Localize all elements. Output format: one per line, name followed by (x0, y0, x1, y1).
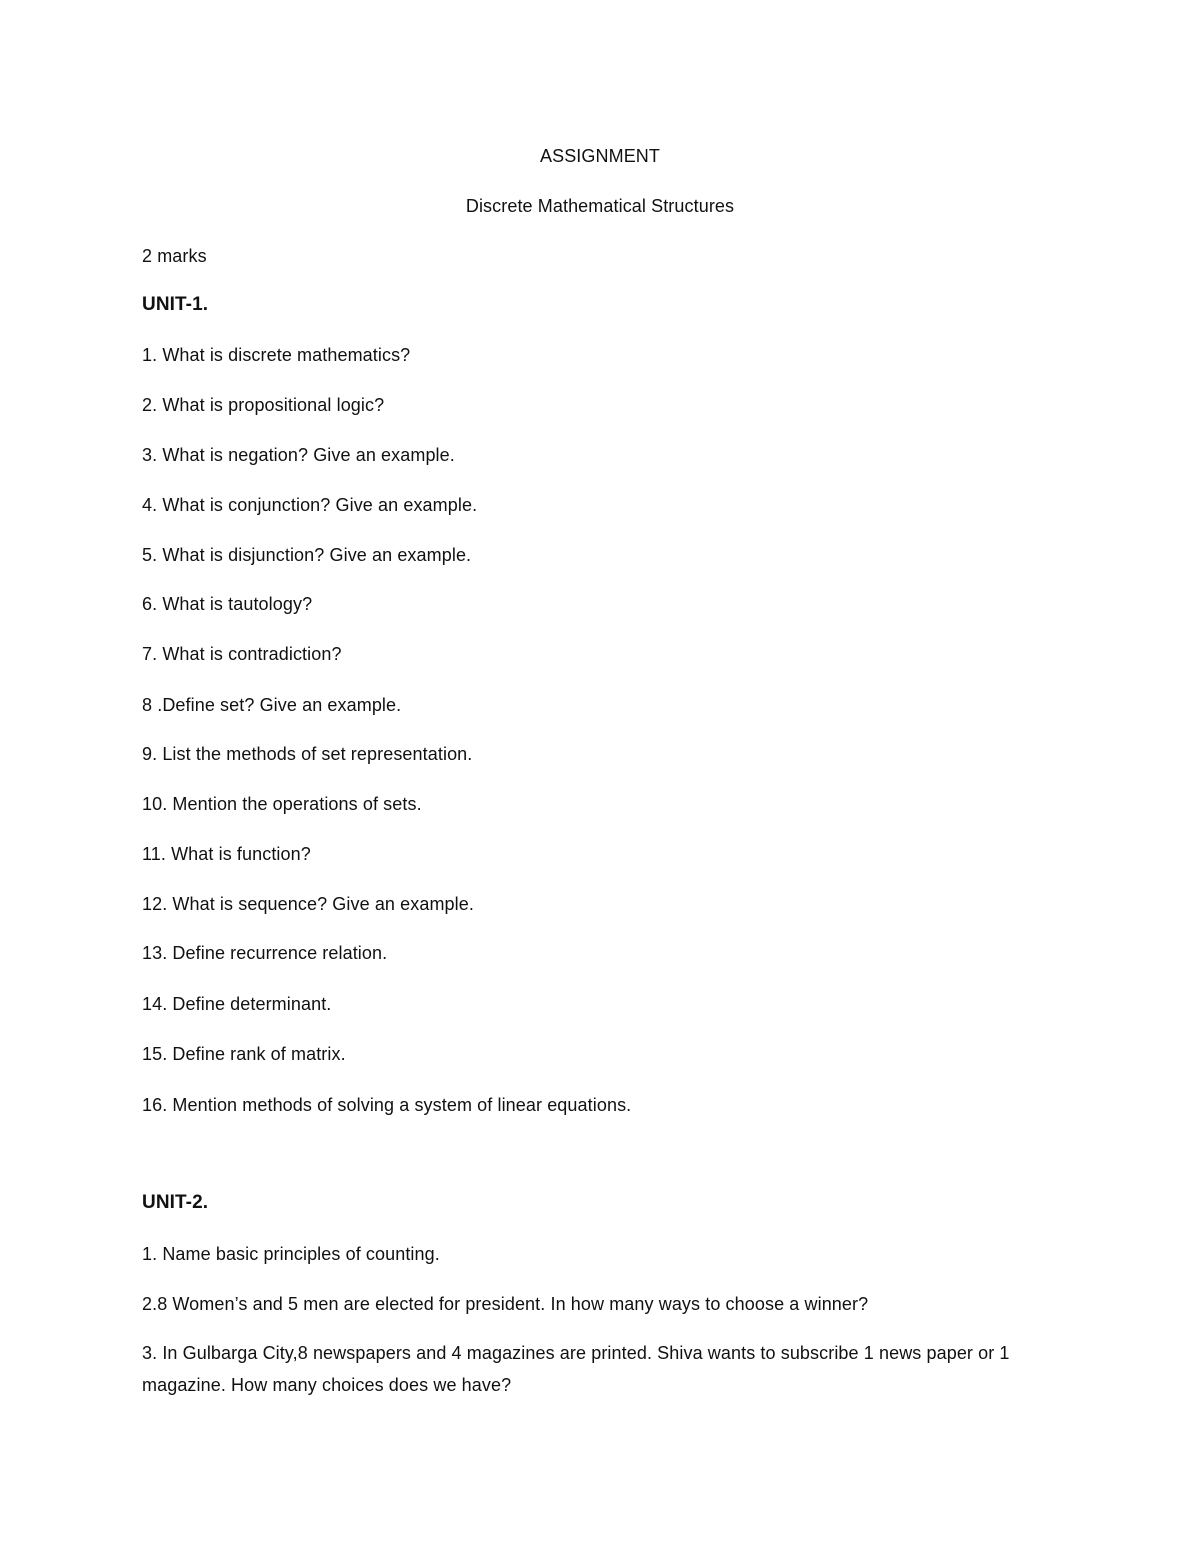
unit-1-heading: UNIT-1. (142, 294, 209, 315)
unit-1-question: 14. Define determinant. (142, 994, 332, 1014)
unit-1-question: 8 .Define set? Give an example. (142, 695, 402, 715)
unit-1-question: 2. What is propositional logic? (142, 395, 385, 415)
unit-1-question: 13. Define recurrence relation. (142, 943, 388, 963)
unit-1-question: 15. Define rank of matrix. (142, 1044, 346, 1064)
unit-1-question: 11. What is function? (142, 844, 311, 864)
unit-2-question: 3. In Gulbarga City,8 newspapers and 4 magazines are printed. Shiva wants to subscribe 1 news paper or 1 magazine. How many choices does we have? (142, 1343, 1010, 1395)
unit-1-question: 12. What is sequence? Give an example. (142, 894, 474, 914)
unit-1-question: 1. What is discrete mathematics? (142, 345, 411, 365)
document-title: ASSIGNMENT (539, 146, 660, 166)
unit-1-question: 9. List the methods of set representation. (142, 744, 473, 764)
unit-2-question: 2.8 Women’s and 5 men are elected for president. In how many ways to choose a winner? (142, 1294, 869, 1314)
marks-label: 2 marks (142, 246, 207, 266)
unit-1-question: 6. What is tautology? (142, 594, 313, 614)
unit-1-question: 5. What is disjunction? Give an example. (142, 545, 472, 565)
unit-1-question: 3. What is negation? Give an example. (142, 445, 455, 465)
unit-1-question: 10. Mention the operations of sets. (142, 794, 422, 814)
unit-2-question: 1. Name basic principles of counting. (142, 1244, 440, 1264)
unit-1-question: 7. What is contradiction? (142, 644, 342, 664)
unit-1-question: 16. Mention methods of solving a system of linear equations. (142, 1095, 632, 1115)
unit-1-question: 4. What is conjunction? Give an example. (142, 495, 478, 515)
unit-2-heading: UNIT-2. (142, 1192, 209, 1213)
subject-title: Discrete Mathematical Structures (465, 196, 735, 216)
